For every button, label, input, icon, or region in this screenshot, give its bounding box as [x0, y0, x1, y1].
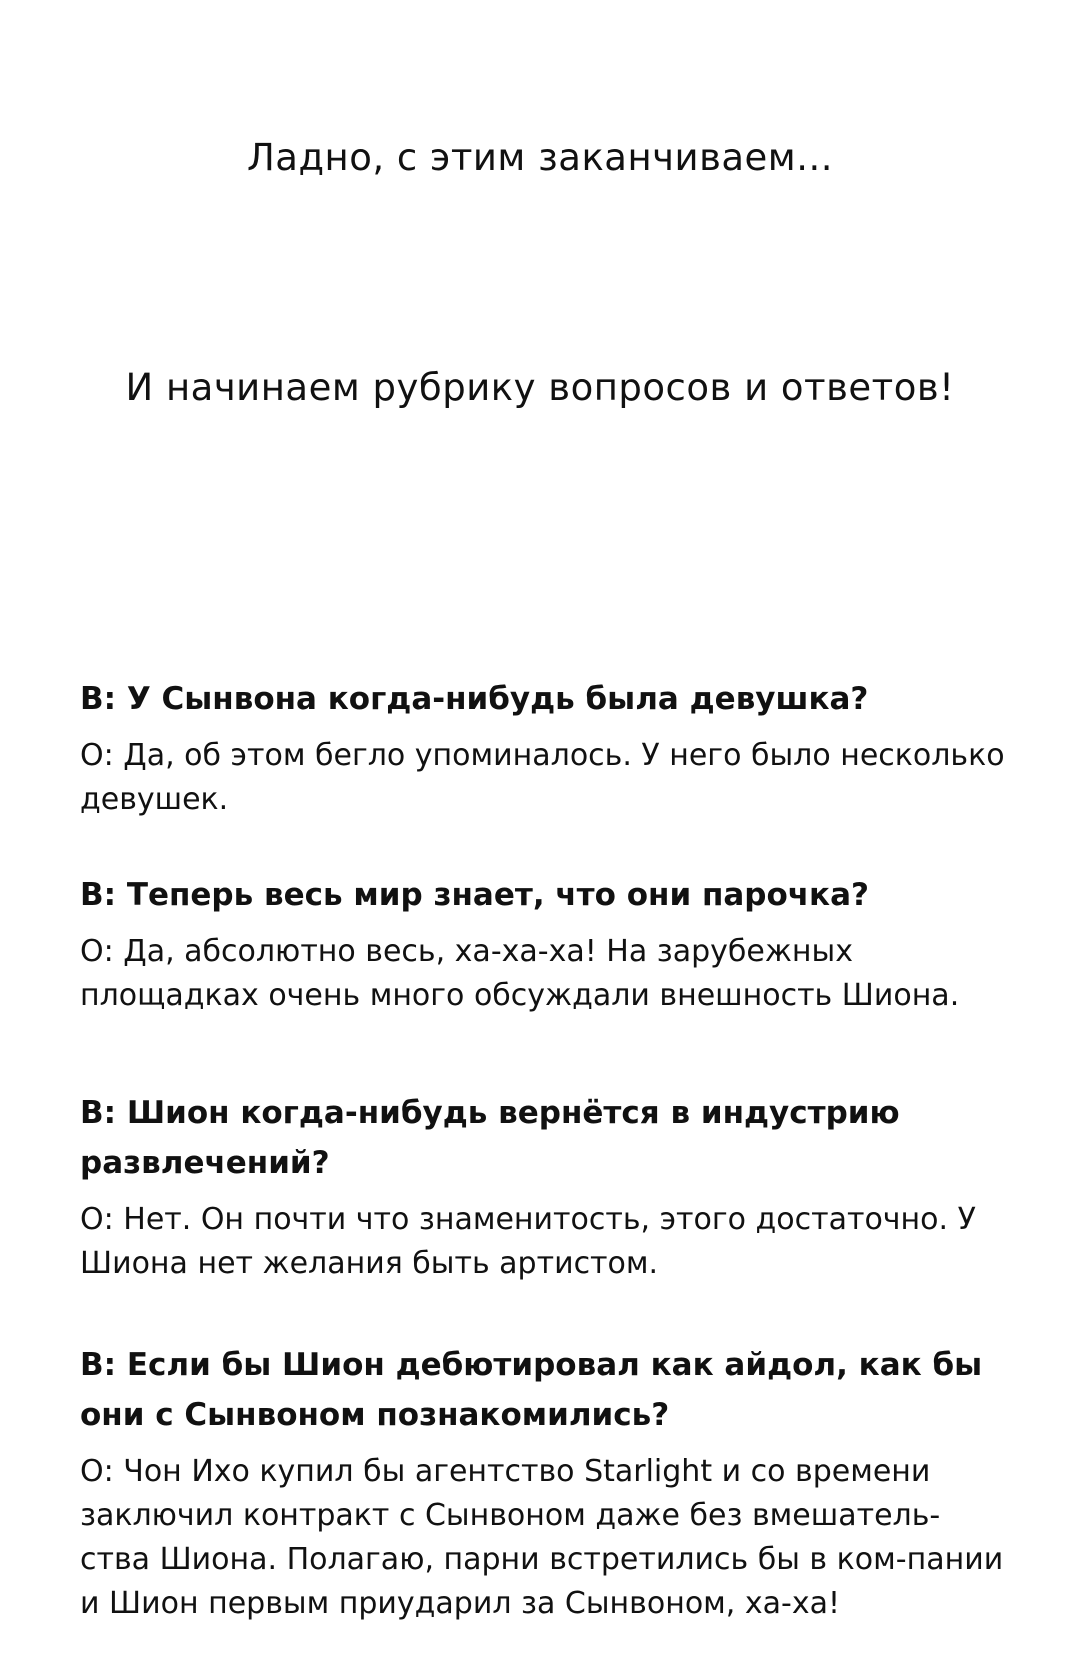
question: В: Шион когда-нибудь вернётся в индустрию развлечений? [80, 1095, 900, 1181]
intro-line-2: И начинаем рубрику вопросов и ответов! [125, 366, 955, 409]
answer: О: Да, абсолютно весь, ха-ха-ха! На зарубежных площадках очень много обсуждали внешность Шиона. [80, 934, 960, 1013]
qa-item [80, 674, 1010, 822]
question: В: У Сынвона когда-нибудь была девушка? [80, 681, 869, 717]
qa-item [80, 870, 1010, 1018]
intro-line-1: Ладно, с этим заканчиваем... [246, 136, 834, 179]
question: В: Теперь весь мир знает, что они парочка? [80, 877, 870, 913]
qa-item [80, 1088, 1010, 1286]
qa-item [80, 1340, 1010, 1626]
answer: О: Нет. Он почти что знаменитость, этого достаточно. У Шиона нет желания быть артистом. [80, 1202, 976, 1281]
question: В: Если бы Шион дебютировал как айдол, как бы они с Сынвоном познакомились? [80, 1347, 983, 1433]
answer: О: Чон Ихо купил бы агентство Starlight и со времени заключил контракт с Сынвоном даже без вмешатель-ства Шиона. Полагаю, парни встретились бы в ком-пании и Шион первым приударил за Сынвоном, ха-ха! [80, 1454, 1004, 1621]
answer: О: Да, об этом бегло упоминалось. У него было несколько девушек. [80, 738, 1005, 817]
